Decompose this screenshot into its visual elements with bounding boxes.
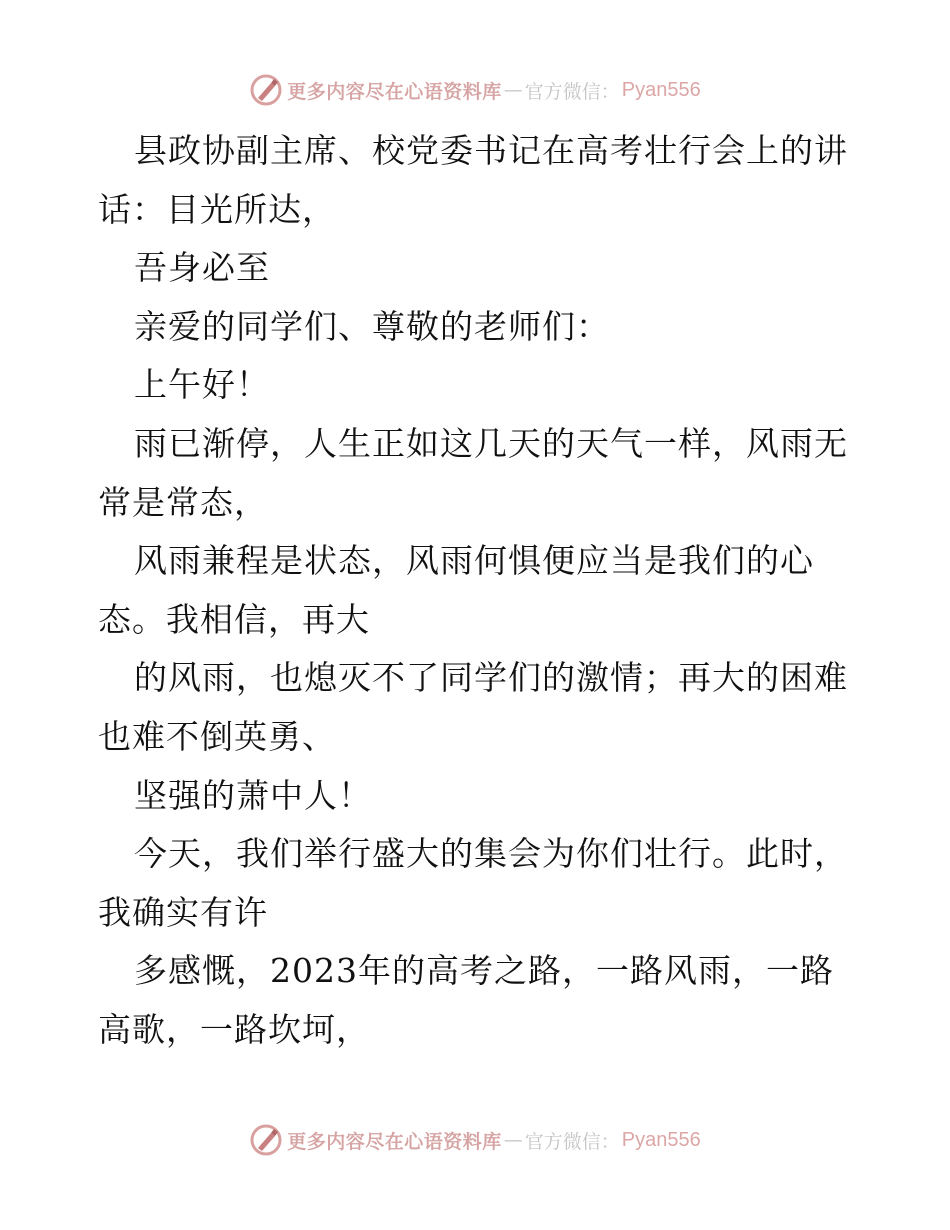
watermark-wechat-id: Pyan556: [621, 1128, 701, 1151]
pen-logo-icon: [249, 1123, 283, 1157]
paragraph: 风雨兼程是状态，风雨何惧便应当是我们的心态。我相信，再大: [98, 541, 814, 639]
footer-watermark: [0, 1120, 950, 1160]
paragraph: 亲爱的同学们、尊敬的老师们：: [134, 306, 610, 346]
paragraph: 吾身必至: [134, 248, 270, 288]
header-watermark: [0, 70, 950, 110]
watermark-wechat-label: 官方微信：: [524, 1130, 620, 1153]
watermark-dash: —: [503, 1129, 523, 1151]
paragraph: 多感慨，2023年的高考之路，一路风雨，一路高歌，一路坎坷，: [98, 951, 834, 1049]
pen-logo-icon: [249, 73, 283, 107]
paragraph: 今天，我们举行盛大的集会为你们壮行。此时，我确实有许: [98, 834, 848, 932]
watermark-text: 更多内容尽在心语资料库: [287, 1130, 502, 1153]
watermark-wechat-id: Pyan556: [621, 78, 701, 101]
watermark-wechat-label: 官方微信：: [524, 80, 620, 103]
watermark-text: 更多内容尽在心语资料库: [287, 80, 502, 103]
paragraph: 上午好！: [134, 365, 270, 405]
document-body: [98, 122, 858, 1060]
paragraph: 的风雨，也熄灭不了同学们的激情；再大的困难也难不倒英勇、: [98, 658, 848, 756]
paragraph: 坚强的萧中人！: [134, 775, 372, 815]
paragraph: 县政协副主席、校党委书记在高考壮行会上的讲话：目光所达，: [98, 131, 848, 229]
watermark-dash: —: [503, 79, 523, 101]
paragraph: 雨已渐停，人生正如这几天的天气一样，风雨无常是常态，: [98, 423, 848, 522]
